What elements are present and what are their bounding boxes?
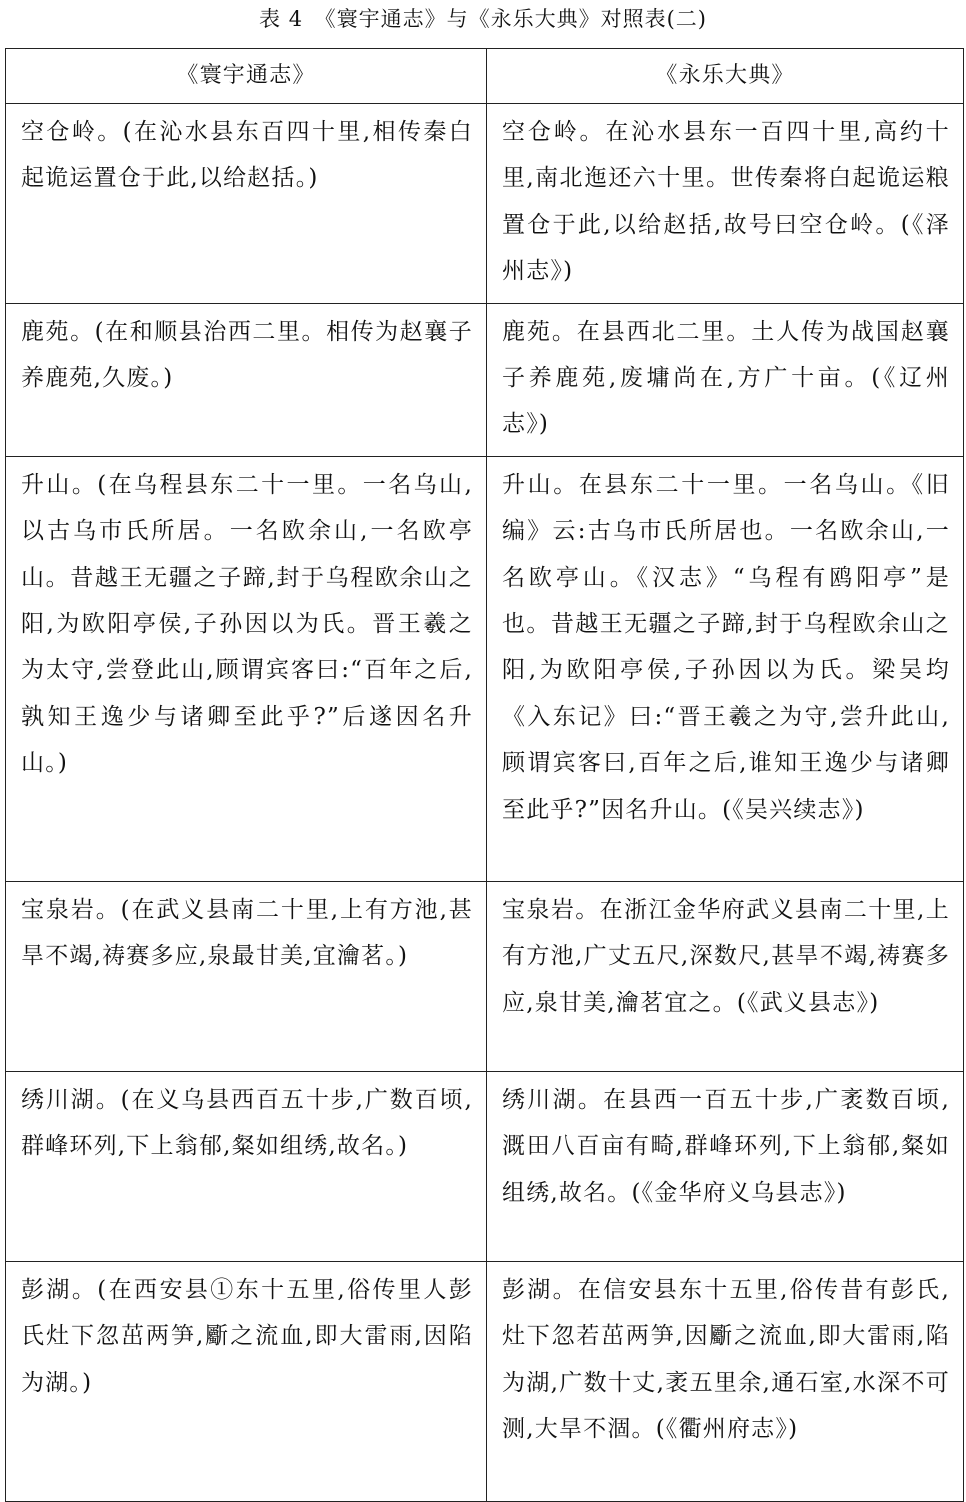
table-header-row [6,49,964,104]
cell-yongle: 宝泉岩。在浙江金华府武义县南二十里,上有方池,广丈五尺,深数尺,甚旱不竭,祷赛多应,泉甘美,瀹茗宜之。(《武义县志》) [487,881,964,1071]
cell-yongle: 升山。在县东二十一里。一名乌山。《旧编》云:古乌巿氏所居也。一名欧余山,一名欧亭山。《汉志》“乌程有鸥阳亭”是也。昔越王无疆之子蹄,封于乌程欧余山之阳,为欧阳亭侯,子孙因以为氏。梁吴均《入东记》曰:“晋王羲之为守,尝升此山,顾谓宾客曰,百年之后,谁知王逸少与诸卿至此乎?”因名升山。(《吴兴续志》) [487,456,964,881]
cell-huanyu: 升山。(在乌程县东二十一里。一名乌山,以古乌巿氏所居。一名欧余山,一名欧亭山。昔越王无疆之子蹄,封于乌程欧余山之阳,为欧阳亭侯,子孙因以为氏。晋王羲之为太守,尝登此山,顾谓宾客曰:“百年之后,孰知王逸少与诸卿至此乎?”后遂因名升山。) [6,456,487,881]
comparison-table [5,48,964,1502]
column-header-yongle-dadian: 《永乐大典》 [487,49,964,104]
cell-huanyu: 彭湖。(在西安县①东十五里,俗传里人彭氏灶下忽茁两笋,斸之流血,即大雷雨,因陷为湖。) [6,1261,487,1501]
cell-huanyu: 宝泉岩。(在武义县南二十里,上有方池,甚旱不竭,祷赛多应,泉最甘美,宜瀹茗。) [6,881,487,1071]
cell-yongle: 绣川湖。在县西一百五十步,广袤数百顷,溉田八百亩有畸,群峰环列,下上翁郁,粲如组绣,故名。(《金华府义乌县志》) [487,1071,964,1261]
table-row [6,1261,964,1501]
cell-yongle: 彭湖。在信安县东十五里,俗传昔有彭氏,灶下忽若茁两笋,因斸之流血,即大雷雨,陷为湖,广数十丈,袤五里余,通石室,水深不可测,大旱不涸。(《衢州府志》) [487,1261,964,1501]
cell-yongle: 空仓岭。在沁水县东一百四十里,高约十里,南北迤还六十里。世传秦将白起诡运粮置仓于此,以给赵括,故号曰空仓岭。(《泽州志》) [487,104,964,304]
table-row [6,303,964,456]
cell-huanyu: 绣川湖。(在义乌县西百五十步,广数百顷,群峰环列,下上翁郁,粲如组绣,故名。) [6,1071,487,1261]
table-caption: 表 4 《寰宇通志》与《永乐大典》对照表(二) [259,7,707,31]
column-header-huanyu-tongzhi: 《寰宇通志》 [6,49,487,104]
cell-huanyu: 空仓岭。(在沁水县东百四十里,相传秦白起诡运置仓于此,以给赵括。) [6,104,487,304]
table-row [6,1071,964,1261]
cell-yongle: 鹿苑。在县西北二里。土人传为战国赵襄子养鹿苑,废墉尚在,方广十亩。(《辽州志》) [487,303,964,456]
table-row [6,881,964,1071]
table-row [6,104,964,304]
table-row [6,456,964,881]
cell-huanyu: 鹿苑。(在和顺县治西二里。相传为赵襄子养鹿苑,久废。) [6,303,487,456]
